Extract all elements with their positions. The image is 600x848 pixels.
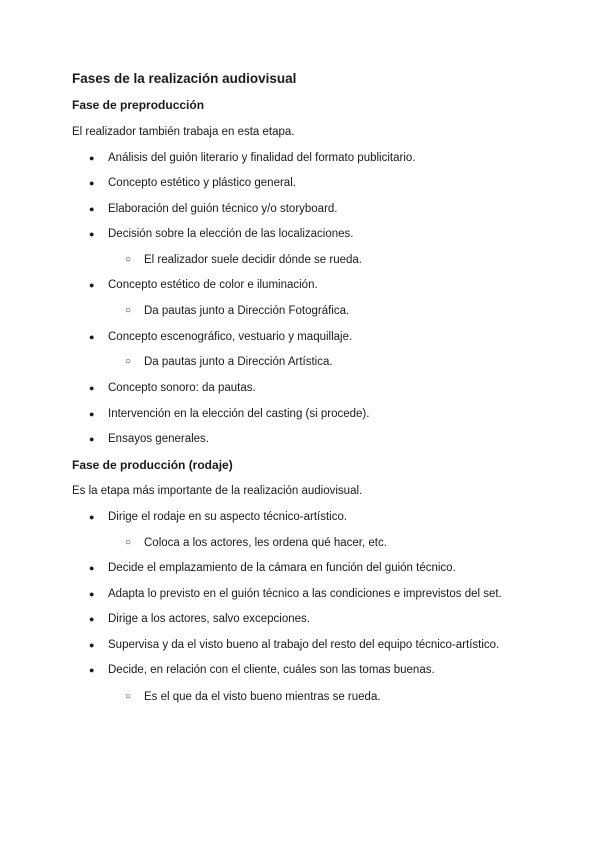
section-heading-produccion: Fase de producción (rodaje) <box>72 458 233 472</box>
bullet-icon: ● <box>89 153 95 163</box>
list-item <box>89 150 416 166</box>
sub-list-item <box>125 303 350 319</box>
list-item-text: Análisis del guión literario y finalidad del formato publicitario. <box>108 152 416 164</box>
list-item <box>89 662 435 678</box>
bullet-icon: ● <box>89 204 95 214</box>
bullet-icon: ● <box>89 332 95 342</box>
bullet-icon: ● <box>89 512 95 522</box>
section-intro-preproduccion: El realizador también trabaja en esta etapa. <box>72 126 295 138</box>
list-item-text: Concepto escenográfico, vestuario y maquillaje. <box>108 331 353 343</box>
document-title: Fases de la realización audiovisual <box>72 71 297 86</box>
sub-bullet-icon: ○ <box>125 537 132 548</box>
bullet-icon: ● <box>89 280 95 290</box>
sub-list-item-text: Da pautas junto a Dirección Artística. <box>144 356 333 368</box>
bullet-icon: ● <box>89 178 95 188</box>
list-item <box>89 406 370 422</box>
list-item-text: Elaboración del guión técnico y/o storyboard. <box>108 203 338 215</box>
bullet-icon: ● <box>89 665 95 675</box>
list-item <box>89 201 338 217</box>
sub-list-item-text: Coloca a los actores, les ordena qué hacer, etc. <box>144 537 387 549</box>
list-item <box>89 175 296 191</box>
list-item <box>89 560 456 576</box>
list-item-text: Supervisa y da el visto bueno al trabajo del resto del equipo técnico-artístico. <box>108 639 500 651</box>
sub-list-item-text: Da pautas junto a Dirección Fotográfica. <box>144 305 350 317</box>
list-item <box>89 637 500 653</box>
list-item-text: Dirige el rodaje en su aspecto técnico-artístico. <box>108 511 348 523</box>
list-item-text: Concepto sonoro: da pautas. <box>108 382 256 394</box>
bullet-icon: ● <box>89 409 95 419</box>
list-item <box>89 380 256 396</box>
list-item-text: Concepto estético de color e iluminación. <box>108 279 318 291</box>
list-item-text: Adapta lo previsto en el guión técnico a las condiciones e imprevistos del set. <box>108 588 502 600</box>
sub-list-item-text: Es el que da el visto bueno mientras se rueda. <box>144 691 381 703</box>
list-item <box>89 431 210 447</box>
section-heading-preproduccion: Fase de preproducción <box>72 98 205 112</box>
sub-list-item <box>125 252 362 268</box>
bullet-icon: ● <box>89 614 95 624</box>
sub-bullet-icon: ○ <box>125 305 132 316</box>
bullet-icon: ● <box>89 589 95 599</box>
list-item <box>89 277 318 293</box>
list-item <box>89 226 354 242</box>
list-item <box>89 611 310 627</box>
list-item <box>89 329 353 345</box>
list-item-text: Intervención en la elección del casting (si procede). <box>108 408 370 420</box>
section-intro-produccion: Es la etapa más importante de la realización audiovisual. <box>72 485 363 497</box>
list-item-text: Decisión sobre la elección de las localizaciones. <box>108 228 354 240</box>
list-item <box>89 586 502 602</box>
sub-bullet-icon: ○ <box>125 691 132 702</box>
bullet-icon: ● <box>89 434 95 444</box>
list-item-text: Concepto estético y plástico general. <box>108 177 296 189</box>
sub-list-item <box>125 689 381 705</box>
list-item-text: Decide, en relación con el cliente, cuáles son las tomas buenas. <box>108 664 435 676</box>
sub-list-item <box>125 354 333 370</box>
sub-list-item <box>125 535 387 551</box>
bullet-icon: ● <box>89 640 95 650</box>
list-item-text: Decide el emplazamiento de la cámara en función del guión técnico. <box>108 562 456 574</box>
sub-list-item-text: El realizador suele decidir dónde se rueda. <box>144 254 362 266</box>
sub-bullet-icon: ○ <box>125 254 132 265</box>
list-item-text: Dirige a los actores, salvo excepciones. <box>108 613 310 625</box>
list-item-text: Ensayos generales. <box>108 433 210 445</box>
sub-bullet-icon: ○ <box>125 356 132 367</box>
bullet-icon: ● <box>89 563 95 573</box>
bullet-icon: ● <box>89 229 95 239</box>
bullet-icon: ● <box>89 383 95 393</box>
list-item <box>89 509 348 525</box>
